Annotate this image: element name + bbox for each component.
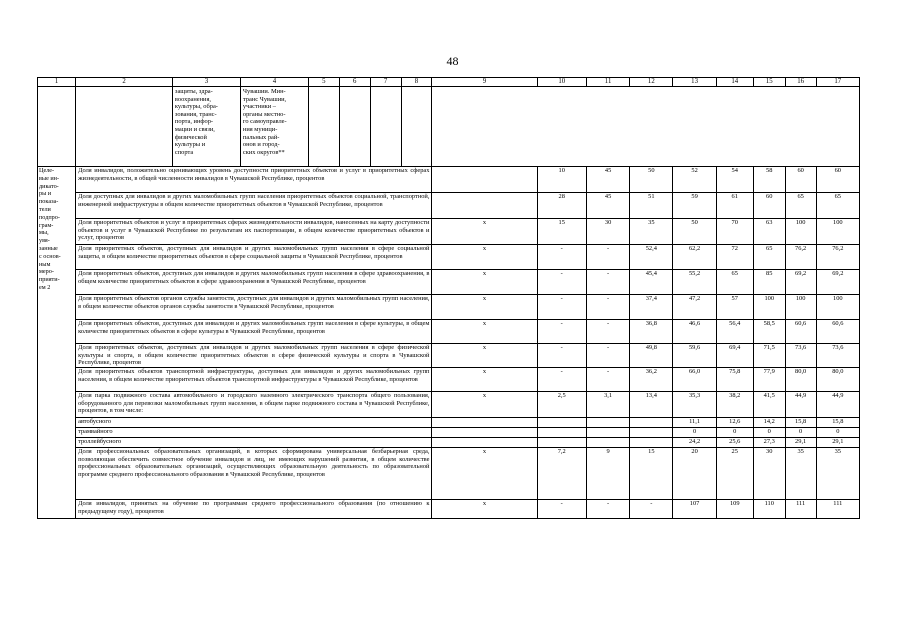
indicator-value-col-17: 60 — [816, 167, 859, 193]
indicator-value-col-15: 30 — [753, 448, 785, 500]
indicator-value-col-15: 27,3 — [753, 438, 785, 448]
continuation-row — [38, 87, 860, 167]
indicator-value-col-10: - — [537, 295, 586, 320]
indicator-value-col-9 — [432, 193, 537, 219]
indicator-value-col-14: 69,4 — [716, 344, 753, 368]
indicator-value-col-14: 38,2 — [716, 392, 753, 418]
indicator-name: Доля приоритетных объектов, доступных для инвалидов и других маломобильных групп населения в сфере физической культуры и спорта, в общем количестве приоритетных объектов в сфере физической культуры и спорта в Чувашской Республике, процентов — [76, 344, 432, 368]
indicator-name: Доля парка подвижного состава автомобильного и городского наземного электрического транспорта общего пользования, оборудованного для перевозки маломобильных групп населения, в общем парке подвижного состава в Чувашской Республике, процентов, в том числе: — [76, 392, 432, 418]
indicator-value-col-17: 15,8 — [816, 418, 859, 428]
indicator-value-col-10: - — [537, 320, 586, 344]
indicator-value-col-10: 7,2 — [537, 448, 586, 500]
indicator-row — [38, 438, 860, 448]
indicator-value-col-12: 35 — [630, 219, 673, 245]
column-number-13: 13 — [673, 78, 716, 87]
indicator-value-col-12 — [630, 438, 673, 448]
indicator-value-col-11: 30 — [586, 219, 629, 245]
indicator-value-col-11: 45 — [586, 167, 629, 193]
indicator-value-col-11: - — [586, 500, 629, 519]
indicator-row — [38, 344, 860, 368]
indicator-value-col-11: - — [586, 320, 629, 344]
indicator-name: Доля приоритетных объектов, доступных для инвалидов и других маломобильных групп населения в сфере культуры, в общем количестве приоритетных объектов в сфере культуры в Чувашской Республике, процентов — [76, 320, 432, 344]
indicator-value-col-10: 2,5 — [537, 392, 586, 418]
executors-cell — [172, 87, 240, 167]
indicator-value-col-17: 35 — [816, 448, 859, 500]
indicator-value-col-14: 12,6 — [716, 418, 753, 428]
indicator-value-col-17: 76,2 — [816, 245, 859, 270]
column-number-15: 15 — [753, 78, 785, 87]
indicator-value-col-16: 76,2 — [785, 245, 816, 270]
column-number-14: 14 — [716, 78, 753, 87]
indicator-value-col-9: х — [432, 344, 537, 368]
indicator-value-col-16: 80,0 — [785, 368, 816, 392]
indicator-value-col-9 — [432, 438, 537, 448]
column-number-row — [38, 78, 860, 87]
indicator-value-col-15: 58,5 — [753, 320, 785, 344]
indicator-value-col-9: х — [432, 270, 537, 295]
indicator-value-col-13: 11,1 — [673, 418, 716, 428]
indicator-value-col-14: 61 — [716, 193, 753, 219]
indicator-value-col-16: 15,8 — [785, 418, 816, 428]
indicator-value-col-16: 0 — [785, 428, 816, 438]
indicator-value-col-17: 29,1 — [816, 438, 859, 448]
indicator-value-col-11: - — [586, 270, 629, 295]
indicator-value-col-15: 41,5 — [753, 392, 785, 418]
indicator-value-col-10: 10 — [537, 167, 586, 193]
indicator-value-col-14: 65 — [716, 270, 753, 295]
indicator-value-col-11 — [586, 418, 629, 428]
indicators-table — [37, 77, 860, 519]
indicator-value-col-12: 37,4 — [630, 295, 673, 320]
indicator-row — [38, 295, 860, 320]
indicator-row — [38, 448, 860, 500]
indicator-value-col-11: - — [586, 245, 629, 270]
indicator-value-col-10: - — [537, 500, 586, 519]
indicator-value-col-12: 50 — [630, 167, 673, 193]
indicator-value-col-10: - — [537, 344, 586, 368]
indicator-value-col-15: 77,9 — [753, 368, 785, 392]
indicator-value-col-12: 45,4 — [630, 270, 673, 295]
indicator-value-col-12: - — [630, 500, 673, 519]
indicator-name: Доля инвалидов, положительно оценивающих уровень доступности приоритетных объектов и услуг в приоритетных сферах жизнедеятельности, в общей численности инвалидов в Чувашской Республике, процентов — [76, 167, 432, 193]
indicator-value-col-13: 59 — [673, 193, 716, 219]
indicator-value-col-14: 57 — [716, 295, 753, 320]
indicator-value-col-16: 29,1 — [785, 438, 816, 448]
indicator-value-col-11: 9 — [586, 448, 629, 500]
indicator-value-col-14: 54 — [716, 167, 753, 193]
indicator-value-col-13: 52 — [673, 167, 716, 193]
indicator-value-col-15: 71,5 — [753, 344, 785, 368]
indicator-row — [38, 428, 860, 438]
indicator-row — [38, 500, 860, 519]
column-number-4: 4 — [240, 78, 308, 87]
indicator-row — [38, 245, 860, 270]
indicator-value-col-14: 75,8 — [716, 368, 753, 392]
indicator-value-col-9: х — [432, 295, 537, 320]
indicator-value-col-10: - — [537, 270, 586, 295]
indicator-value-col-11: 3,1 — [586, 392, 629, 418]
indicator-value-col-11: - — [586, 344, 629, 368]
indicator-value-col-9: х — [432, 219, 537, 245]
indicator-value-col-9 — [432, 167, 537, 193]
indicator-value-col-16: 60 — [785, 167, 816, 193]
column-number-17: 17 — [816, 78, 859, 87]
indicator-value-col-15: 0 — [753, 428, 785, 438]
indicator-value-col-10: 28 — [537, 193, 586, 219]
indicator-value-col-10 — [537, 428, 586, 438]
indicator-value-col-11 — [586, 438, 629, 448]
indicator-value-col-10 — [537, 418, 586, 428]
indicator-value-col-11 — [586, 428, 629, 438]
indicator-row — [38, 320, 860, 344]
indicator-value-col-17: 60,6 — [816, 320, 859, 344]
column-number-9: 9 — [432, 78, 537, 87]
indicator-value-col-16: 100 — [785, 295, 816, 320]
indicator-row — [38, 219, 860, 245]
indicator-name: Доля инвалидов, принятых на обучение по программам среднего профессионального образования (по отношению к предыдущему году), процентов — [76, 500, 432, 519]
indicator-value-col-16: 65 — [785, 193, 816, 219]
indicator-value-col-15: 63 — [753, 219, 785, 245]
column-number-10: 10 — [537, 78, 586, 87]
indicator-value-col-17: 69,2 — [816, 270, 859, 295]
indicator-name: Доля приоритетных объектов, доступных для инвалидов и других маломобильных групп населения в сфере социальной защиты, в общем количестве приоритетных объектов в сфере социальной защиты в Чувашской Республике, процентов — [76, 245, 432, 270]
column-number-8: 8 — [401, 78, 432, 87]
indicator-value-col-17: 73,6 — [816, 344, 859, 368]
indicator-value-col-16: 35 — [785, 448, 816, 500]
indicator-value-col-13: 50 — [673, 219, 716, 245]
indicator-name: Доля приоритетных объектов и услуг в приоритетных сферах жизнедеятельности инвалидов, нанесенных на карту доступности объектов и услуг в Чувашской Республике по результатам их паспортизации, в общем количестве приоритетных объектов и услуг, процентов — [76, 219, 432, 245]
indicator-value-col-16: 73,6 — [785, 344, 816, 368]
indicator-value-col-14: 25 — [716, 448, 753, 500]
indicator-value-col-14: 25,6 — [716, 438, 753, 448]
side-label-cell — [38, 167, 76, 519]
indicator-value-col-14: 70 — [716, 219, 753, 245]
executors-text: защиты, здра- воохранения, культуры, обра- зования, транс- порта, инфор- мации и связи, физической культуры и спорта — [174, 88, 218, 156]
indicator-value-col-12: 36,2 — [630, 368, 673, 392]
indicator-value-col-14: 0 — [716, 428, 753, 438]
indicator-value-col-16: 100 — [785, 219, 816, 245]
column-number-16: 16 — [785, 78, 816, 87]
indicator-value-col-13: 20 — [673, 448, 716, 500]
indicator-value-col-15: 65 — [753, 245, 785, 270]
indicator-value-col-16: 111 — [785, 500, 816, 519]
indicator-value-col-13: 46,6 — [673, 320, 716, 344]
indicator-value-col-9: х — [432, 448, 537, 500]
indicator-name: троллейбусного — [76, 438, 432, 448]
participants-text: Чувашии. Мин- транс Чувашии, участники – органы местно- го самоуправле- ния муници- пальных рай- онов и город- ских округов** — [242, 88, 287, 156]
indicator-value-col-16: 69,2 — [785, 270, 816, 295]
indicator-value-col-13: 55,2 — [673, 270, 716, 295]
indicator-value-col-17: 44,9 — [816, 392, 859, 418]
indicator-value-col-9 — [432, 418, 537, 428]
indicator-value-col-11: 45 — [586, 193, 629, 219]
indicator-value-col-13: 0 — [673, 428, 716, 438]
indicator-value-col-10: - — [537, 245, 586, 270]
indicator-name: трамвайного — [76, 428, 432, 438]
indicator-value-col-15: 85 — [753, 270, 785, 295]
column-number-12: 12 — [630, 78, 673, 87]
indicator-value-col-12: 13,4 — [630, 392, 673, 418]
indicator-name: Доля доступных для инвалидов и других маломобильных групп населения приоритетных объектов социальной, транспортной, инженерной инфраструктуры в общем количестве приоритетных объектов в Чувашской Республике, процентов — [76, 193, 432, 219]
indicator-row — [38, 193, 860, 219]
indicator-value-col-17: 111 — [816, 500, 859, 519]
indicator-value-col-9: х — [432, 500, 537, 519]
participants-cell — [240, 87, 308, 167]
indicator-value-col-12: 52,4 — [630, 245, 673, 270]
indicator-row — [38, 418, 860, 428]
indicator-value-col-17: 100 — [816, 295, 859, 320]
indicator-name: автобусного — [76, 418, 432, 428]
column-number-6: 6 — [339, 78, 370, 87]
indicator-value-col-15: 14,2 — [753, 418, 785, 428]
column-number-5: 5 — [308, 78, 339, 87]
indicator-value-col-16: 60,6 — [785, 320, 816, 344]
indicator-value-col-15: 100 — [753, 295, 785, 320]
indicator-row — [38, 392, 860, 418]
indicator-value-col-9: х — [432, 368, 537, 392]
indicator-value-col-17: 65 — [816, 193, 859, 219]
indicator-value-col-13: 47,2 — [673, 295, 716, 320]
side-label: Целе- вые ин- дикато- ры и показа- тели подпро- грам- мы, увя- занные с основ- ным меро- прияти- ем 2 — [39, 167, 61, 291]
indicator-value-col-11: - — [586, 295, 629, 320]
indicator-row — [38, 368, 860, 392]
column-number-7: 7 — [370, 78, 401, 87]
indicator-name: Доля профессиональных образовательных организаций, в которых сформирована универсальная безбарьерная среда, позволяющая обеспечить совместное обучение инвалидов и лиц, не имеющих нарушений развития, в общем количестве профессиональных образовательных организаций, осуществляющих образовательную деятельность по образовательной программе среднего профессионального образования в Чувашской Республике, процентов — [76, 448, 432, 500]
column-number-3: 3 — [172, 78, 240, 87]
indicator-value-col-17: 100 — [816, 219, 859, 245]
indicator-value-col-11: - — [586, 368, 629, 392]
indicator-value-col-12: 15 — [630, 448, 673, 500]
indicator-value-col-13: 24,2 — [673, 438, 716, 448]
indicator-value-col-17: 80,0 — [816, 368, 859, 392]
indicator-value-col-10 — [537, 438, 586, 448]
indicator-value-col-14: 109 — [716, 500, 753, 519]
indicator-value-col-16: 44,9 — [785, 392, 816, 418]
indicator-row — [38, 167, 860, 193]
indicator-value-col-17: 0 — [816, 428, 859, 438]
indicator-value-col-13: 66,0 — [673, 368, 716, 392]
indicator-value-col-10: - — [537, 368, 586, 392]
column-number-2: 2 — [76, 78, 173, 87]
indicator-value-col-15: 110 — [753, 500, 785, 519]
column-number-11: 11 — [586, 78, 629, 87]
indicator-name: Доля приоритетных объектов транспортной инфраструктуры, доступных для инвалидов и других маломобильных групп населения, в общем количестве приоритетных объектов транспортной инфраструктуры в Чувашской Республике, процентов — [76, 368, 432, 392]
indicator-value-col-12 — [630, 418, 673, 428]
column-number-1: 1 — [38, 78, 76, 87]
indicator-value-col-13: 62,2 — [673, 245, 716, 270]
indicator-value-col-9: х — [432, 320, 537, 344]
indicator-value-col-9: х — [432, 245, 537, 270]
indicator-value-col-10: 15 — [537, 219, 586, 245]
page-number: 48 — [446, 54, 459, 68]
indicator-value-col-13: 35,3 — [673, 392, 716, 418]
indicator-name: Доля приоритетных объектов, доступных для инвалидов и других маломобильных групп населения в сфере здравоохранения, в общем количестве приоритетных объектов в сфере здравоохранения в Чувашской Республике, процентов — [76, 270, 432, 295]
indicator-value-col-12: 49,8 — [630, 344, 673, 368]
indicator-value-col-12: 36,8 — [630, 320, 673, 344]
indicator-value-col-15: 58 — [753, 167, 785, 193]
indicator-value-col-15: 60 — [753, 193, 785, 219]
indicator-value-col-14: 72 — [716, 245, 753, 270]
indicator-row — [38, 270, 860, 295]
indicator-value-col-13: 59,6 — [673, 344, 716, 368]
indicator-value-col-9 — [432, 428, 537, 438]
indicator-value-col-9: х — [432, 392, 537, 418]
indicator-value-col-12 — [630, 428, 673, 438]
indicator-value-col-14: 56,4 — [716, 320, 753, 344]
indicator-value-col-13: 107 — [673, 500, 716, 519]
indicator-value-col-12: 51 — [630, 193, 673, 219]
indicator-name: Доля приоритетных объектов органов службы занятости, доступных для инвалидов и других маломобильных групп населения, в общем количестве объектов органов службы занятости в Чувашской Республике, процентов — [76, 295, 432, 320]
